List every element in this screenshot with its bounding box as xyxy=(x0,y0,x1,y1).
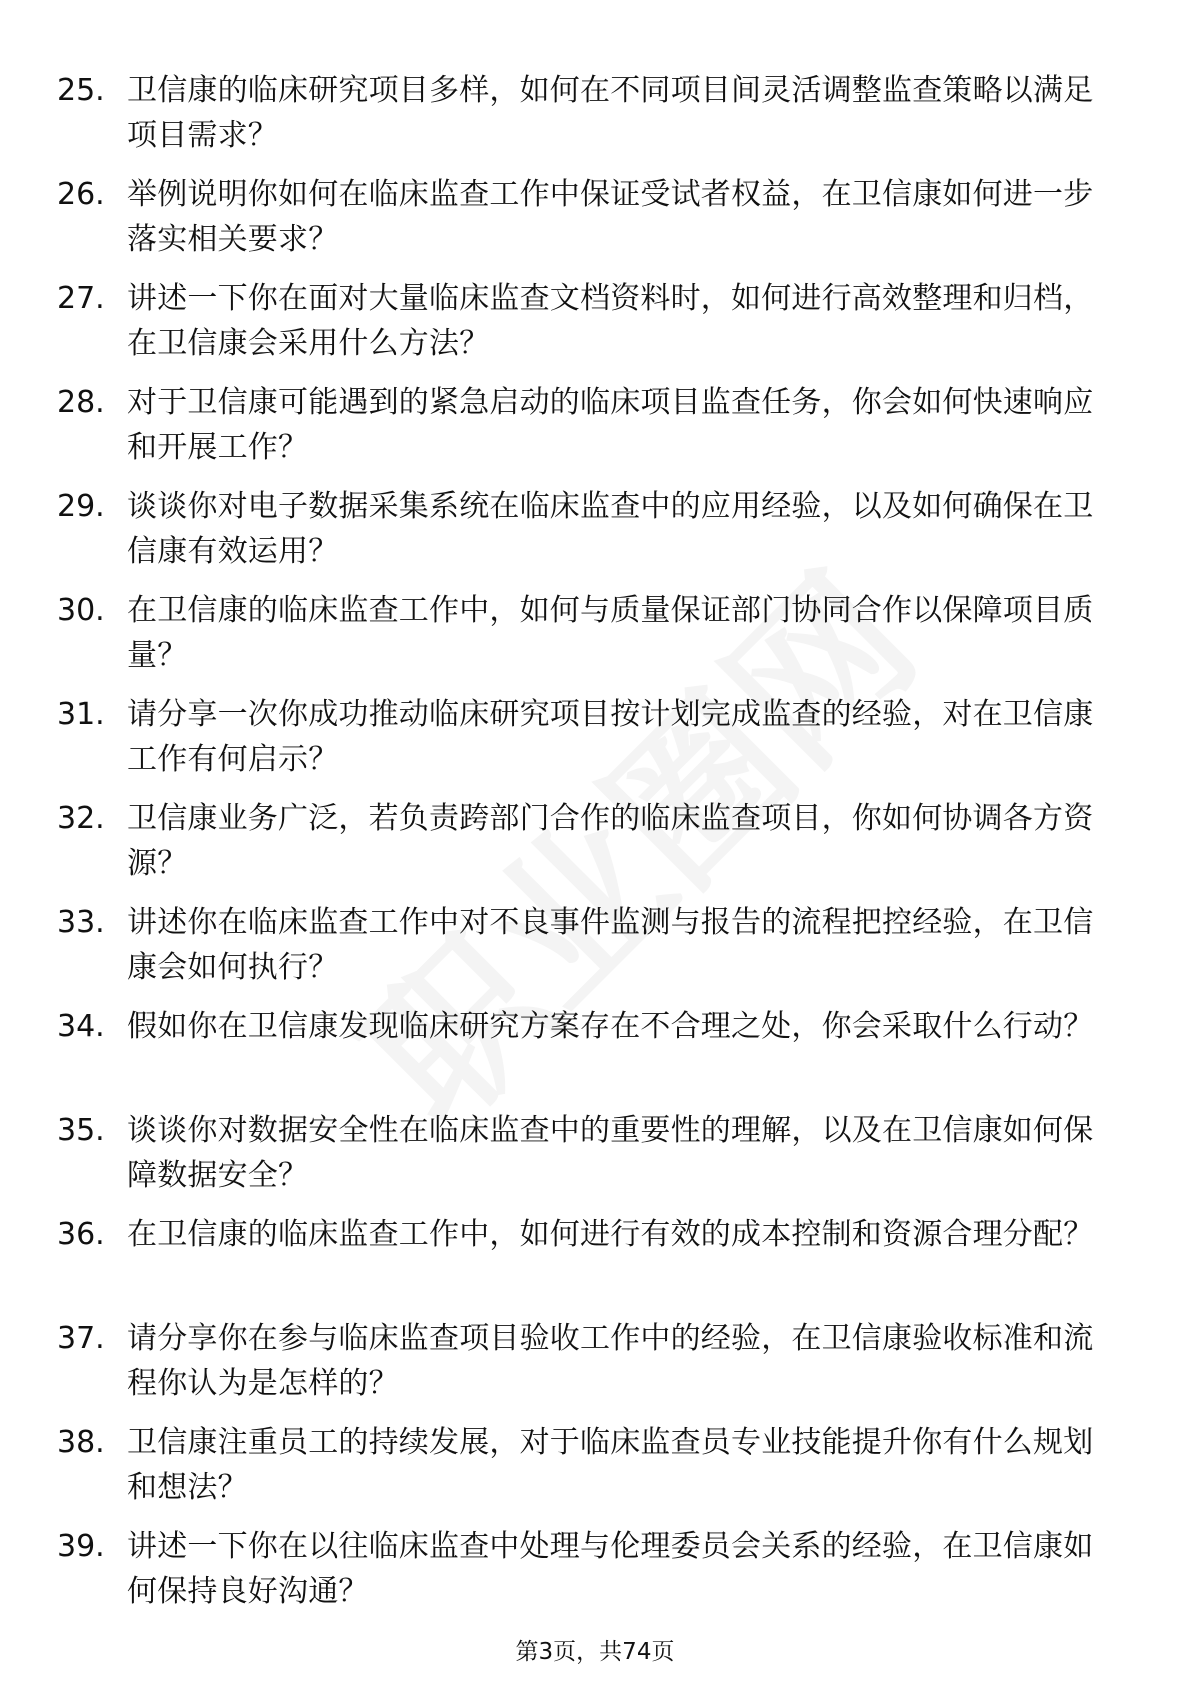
question-text: 讲述你在临床监查工作中对不良事件监测与报告的流程把控经验，在卫信康会如何执行？ xyxy=(127,905,1094,985)
question-text: 请分享你在参与临床监查项目验收工作中的经验，在卫信康验收标准和流程你认为是怎样的？ xyxy=(127,1321,1094,1401)
question-number: 38. xyxy=(57,1425,105,1460)
question-text: 举例说明你如何在临床监查工作中保证受试者权益，在卫信康如何进一步落实相关要求？ xyxy=(127,177,1094,257)
question-text: 谈谈你对电子数据采集系统在临床监查中的应用经验，以及如何确保在卫信康有效运用？ xyxy=(127,489,1094,569)
question-text: 卫信康注重员工的持续发展，对于临床监查员专业技能提升你有什么规划和想法？ xyxy=(127,1425,1094,1505)
question-item xyxy=(0,1316,1190,1420)
question-number: 35. xyxy=(57,1113,105,1148)
question-text: 在卫信康的临床监查工作中，如何与质量保证部门协同合作以保障项目质量？ xyxy=(127,593,1094,673)
question-number: 29. xyxy=(57,489,105,524)
question-item xyxy=(0,1524,1190,1628)
question-item xyxy=(0,172,1190,276)
question-text: 卫信康业务广泛，若负责跨部门合作的临床监查项目，你如何协调各方资源？ xyxy=(127,801,1094,881)
question-text: 对于卫信康可能遇到的紧急启动的临床项目监查任务，你会如何快速响应和开展工作？ xyxy=(127,385,1094,465)
question-item xyxy=(0,276,1190,380)
question-number: 39. xyxy=(57,1529,105,1564)
question-number: 36. xyxy=(57,1217,105,1252)
question-number: 25. xyxy=(57,73,105,108)
question-number: 31. xyxy=(57,697,105,732)
question-text: 谈谈你对数据安全性在临床监查中的重要性的理解，以及在卫信康如何保障数据安全？ xyxy=(127,1113,1094,1193)
question-number: 34. xyxy=(57,1009,105,1044)
question-text: 请分享一次你成功推动临床研究项目按计划完成监查的经验，对在卫信康工作有何启示？ xyxy=(127,697,1094,777)
question-number: 27. xyxy=(57,281,105,316)
question-item xyxy=(0,1212,1190,1316)
question-number: 33. xyxy=(57,905,105,940)
question-text: 卫信康的临床研究项目多样，如何在不同项目间灵活调整监查策略以满足项目需求？ xyxy=(127,73,1094,153)
question-number: 30. xyxy=(57,593,105,628)
question-item xyxy=(0,380,1190,484)
question-text: 讲述一下你在以往临床监查中处理与伦理委员会关系的经验，在卫信康如何保持良好沟通？ xyxy=(127,1529,1094,1609)
question-item xyxy=(0,1108,1190,1212)
question-number: 32. xyxy=(57,801,105,836)
question-text: 在卫信康的临床监查工作中，如何进行有效的成本控制和资源合理分配？ xyxy=(127,1217,1094,1252)
question-item xyxy=(0,484,1190,588)
question-item xyxy=(0,796,1190,900)
question-text: 讲述一下你在面对大量临床监查文档资料时，如何进行高效整理和归档，在卫信康会采用什么方法？ xyxy=(127,281,1094,361)
question-item xyxy=(0,68,1190,172)
question-item xyxy=(0,1004,1190,1108)
question-item xyxy=(0,1420,1190,1524)
question-number: 26. xyxy=(57,177,105,212)
question-item xyxy=(0,692,1190,796)
question-item xyxy=(0,900,1190,1004)
question-text: 假如你在卫信康发现临床研究方案存在不合理之处，你会采取什么行动？ xyxy=(127,1009,1094,1044)
page-number: 第3页，共74页 xyxy=(515,1639,675,1665)
question-list xyxy=(0,68,1190,1628)
question-item xyxy=(0,588,1190,692)
question-number: 28. xyxy=(57,385,105,420)
question-number: 37. xyxy=(57,1321,105,1356)
